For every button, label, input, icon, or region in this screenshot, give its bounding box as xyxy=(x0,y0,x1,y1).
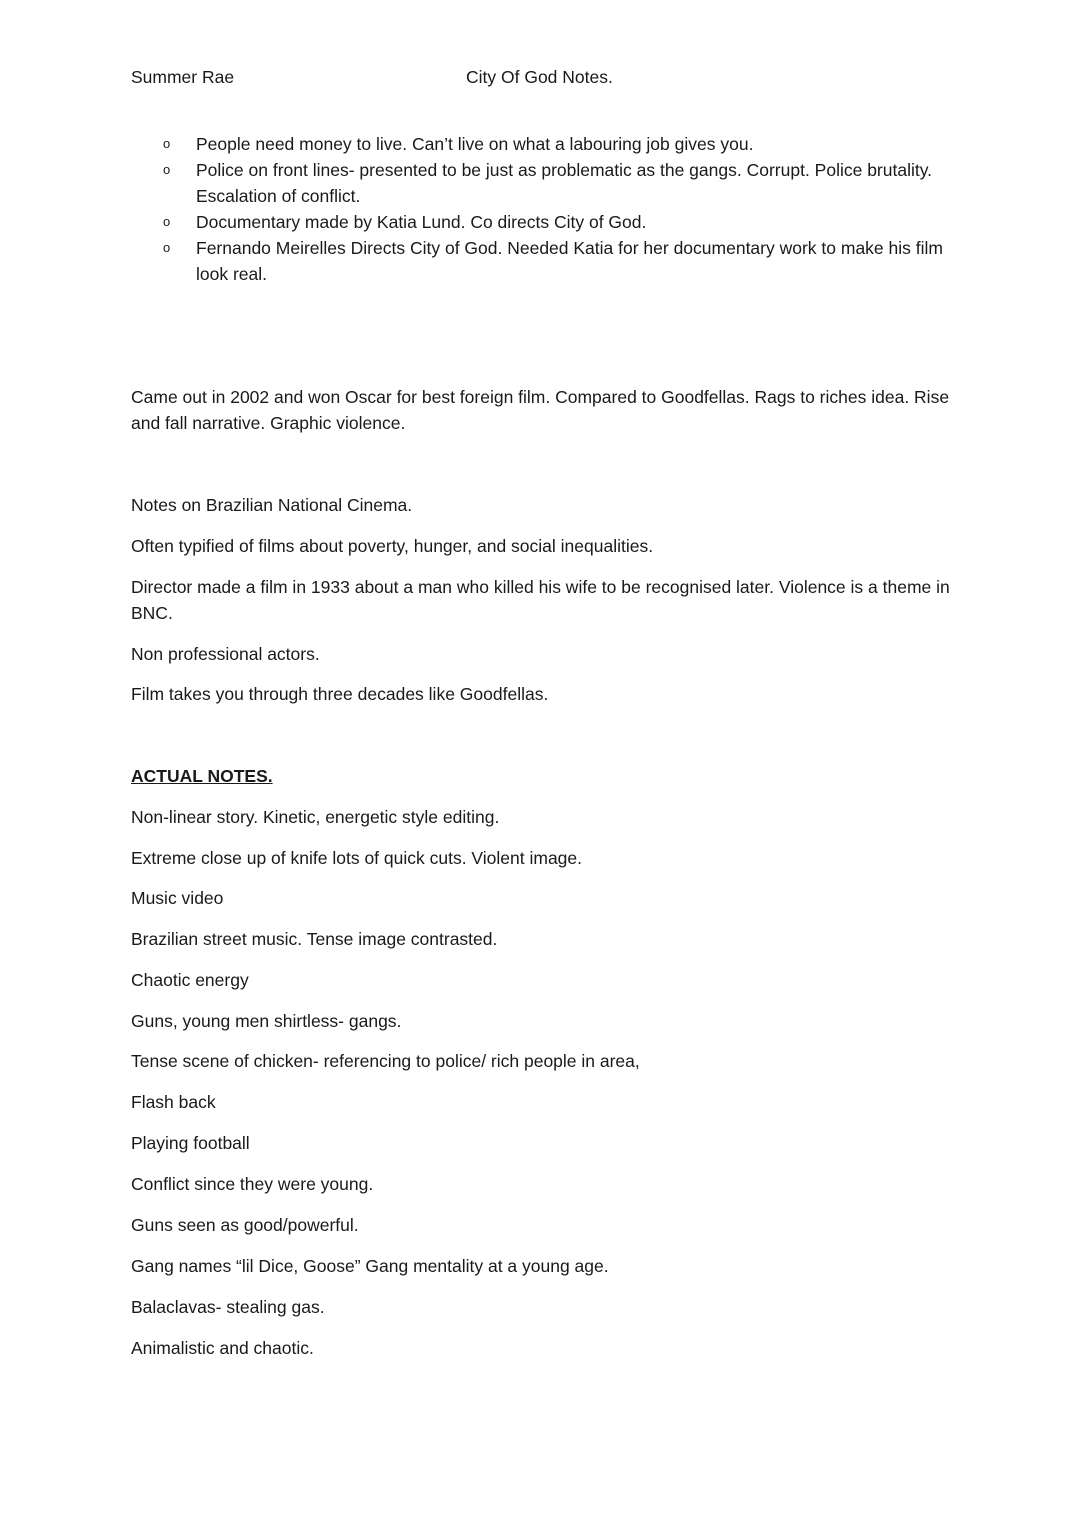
note-line: Conflict since they were young. xyxy=(131,1174,374,1194)
note-line: Gang names “lil Dice, Goose” Gang mentality at a young age. xyxy=(131,1256,609,1276)
note-line: Balaclavas- stealing gas. xyxy=(131,1297,325,1317)
note-line: Tense scene of chicken- referencing to police/ rich people in area, xyxy=(131,1051,640,1071)
note-line: Music video xyxy=(131,888,224,908)
note-line: Flash back xyxy=(131,1092,216,1112)
bnc-line: Often typified of films about poverty, hunger, and social inequalities. xyxy=(131,536,654,556)
bullet-list xyxy=(131,131,961,287)
note-line: Non-linear story. Kinetic, energetic style editing. xyxy=(131,807,500,827)
list-item xyxy=(131,157,961,209)
intro-paragraph: Came out in 2002 and won Oscar for best foreign film. Compared to Goodfellas. Rags to riches idea. Rise and fall narrative. Graphic violence. xyxy=(131,387,950,433)
bnc-heading: Notes on Brazilian National Cinema. xyxy=(131,495,413,515)
bullet-text: People need money to live. Can’t live on what a labouring job gives you. xyxy=(196,134,754,154)
bullet-text: Documentary made by Katia Lund. Co directs City of God. xyxy=(196,212,647,232)
actual-notes-heading: ACTUAL NOTES. xyxy=(131,766,273,786)
bullet-marker-icon: o xyxy=(163,162,171,177)
note-line: Extreme close up of knife lots of quick cuts. Violent image. xyxy=(131,848,583,868)
bullet-marker-icon: o xyxy=(163,136,171,151)
note-line: Guns, young men shirtless- gangs. xyxy=(131,1011,402,1031)
note-line: Playing football xyxy=(131,1133,250,1153)
bnc-line: Non professional actors. xyxy=(131,644,320,664)
bullet-text: Fernando Meirelles Directs City of God. Needed Katia for her documentary work to make his film look real. xyxy=(196,238,943,284)
note-line: Animalistic and chaotic. xyxy=(131,1338,314,1358)
bnc-line: Director made a film in 1933 about a man who killed his wife to be recognised later. Violence is a theme in BNC. xyxy=(131,577,950,623)
bullet-marker-icon: o xyxy=(163,240,171,255)
author-name: Summer Rae xyxy=(131,67,235,87)
list-item xyxy=(131,209,961,235)
document-title: City Of God Notes. xyxy=(466,67,613,87)
bullet-text: Police on front lines- presented to be just as problematic as the gangs. Corrupt. Police brutality. Escalation of conflict. xyxy=(196,160,933,206)
note-line: Chaotic energy xyxy=(131,970,249,990)
bnc-line: Film takes you through three decades like Goodfellas. xyxy=(131,684,549,704)
list-item xyxy=(131,235,961,287)
note-line: Guns seen as good/powerful. xyxy=(131,1215,359,1235)
bullet-marker-icon: o xyxy=(163,214,171,229)
note-line: Brazilian street music. Tense image contrasted. xyxy=(131,929,498,949)
list-item xyxy=(131,131,961,157)
